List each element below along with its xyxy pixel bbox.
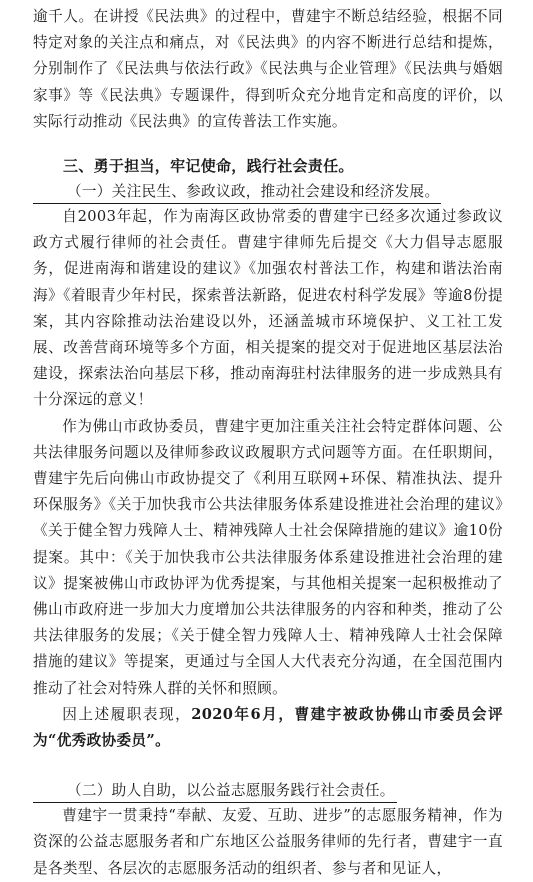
paragraph-volunteer: 曹建宇一贯秉持“奉献、友爱、互助、进步”的志愿服务精神，作为资深的公益志愿服务者和广东地区公益服务律师的先行者，曹建宇一直是各类型、各层次的志愿服务活动的组织者、参与者和见证人，: [33, 807, 503, 877]
subsection-1-heading: [33, 179, 503, 204]
paragraph-2003-proposals: 自2003年起，作为南海区政协常委的曹建宇已经多次通过参政议政方式履行律师的社会责任。曹建宇律师先后提交《大力倡导志愿服务，促进南海和谐建设的建议》《加强农村普法工作，构建和谐法治南海》《着眼青少年村民，探索普法新路，促进农村科学发展》等逾8份提案，其内容除推动法治建设以外，还涵盖城市环境保护、义工社工发展、改善营商环境等多个方面，相关提案的提交对于促进地区基层法治建设，探索法治向基层下移，推动南海驻村法律服务的进一步成熟具有十分深远的意义！: [33, 208, 503, 409]
intro-paragraph-continuation: 逾千人。在讲授《民法典》的过程中，曹建宇不断总结经验，根据不同特定对象的关注点和痛点，对《民法典》的内容不断进行总结和提炼，分别制作了《民法典与依法行政》《民法典与企业管理》《民法典与婚姻家事》等《民法典》专题课件，得到听众充分地肯定和高度的评价，以实际行动推动《民法典》的宣传普法工作实施。: [33, 8, 503, 130]
paragraph-award: [33, 702, 503, 754]
subsection-2-heading: [33, 778, 503, 803]
award-lead-text: 因上述履职表现，: [62, 705, 192, 723]
paragraph-foshan-committee: 作为佛山市政协委员，曹建宇更加注重关注社会特定群体问题、公共法律服务问题以及律师参政议政履职方式问题等方面。在任职期间，曹建宇先后向佛山市政协提交了《利用互联网+环保、精准执法、提升环保服务》《关于加快我市公共法律服务体系建设推进社会治理的建议》《关于健全智力残障人士、精神残障人士社会保障措施的建议》逾10份提案。其中：《关于加快我市公共法律服务体系建设推进社会治理的建议》提案被佛山市政协评为优秀提案，与其他相关提案一起积极推动了佛山市政府进一步加大力度增加公共法律服务的内容和种类，推动了公共法律服务的发展；《关于健全智力残障人士、精神残障人士社会保障措施的建议》等提案，更通过与全国人大代表充分沟通，在全国范围内推动了社会对特殊人群的关怀和照顾。: [33, 417, 503, 697]
section-3-heading: 三、勇于担当，牢记使命，践行社会责任。: [63, 157, 354, 176]
subsection-2-heading-text: （二）助人自助，以公益志愿服务践行社会责任。: [33, 779, 397, 803]
subsection-1-heading-text: （一）关注民生、参政议政，推动社会建设和经济发展。: [33, 180, 441, 204]
award-bold-text: 2020年6月，曹建宇被政协佛山市委员会评为“优秀政协委员”。: [33, 705, 503, 750]
